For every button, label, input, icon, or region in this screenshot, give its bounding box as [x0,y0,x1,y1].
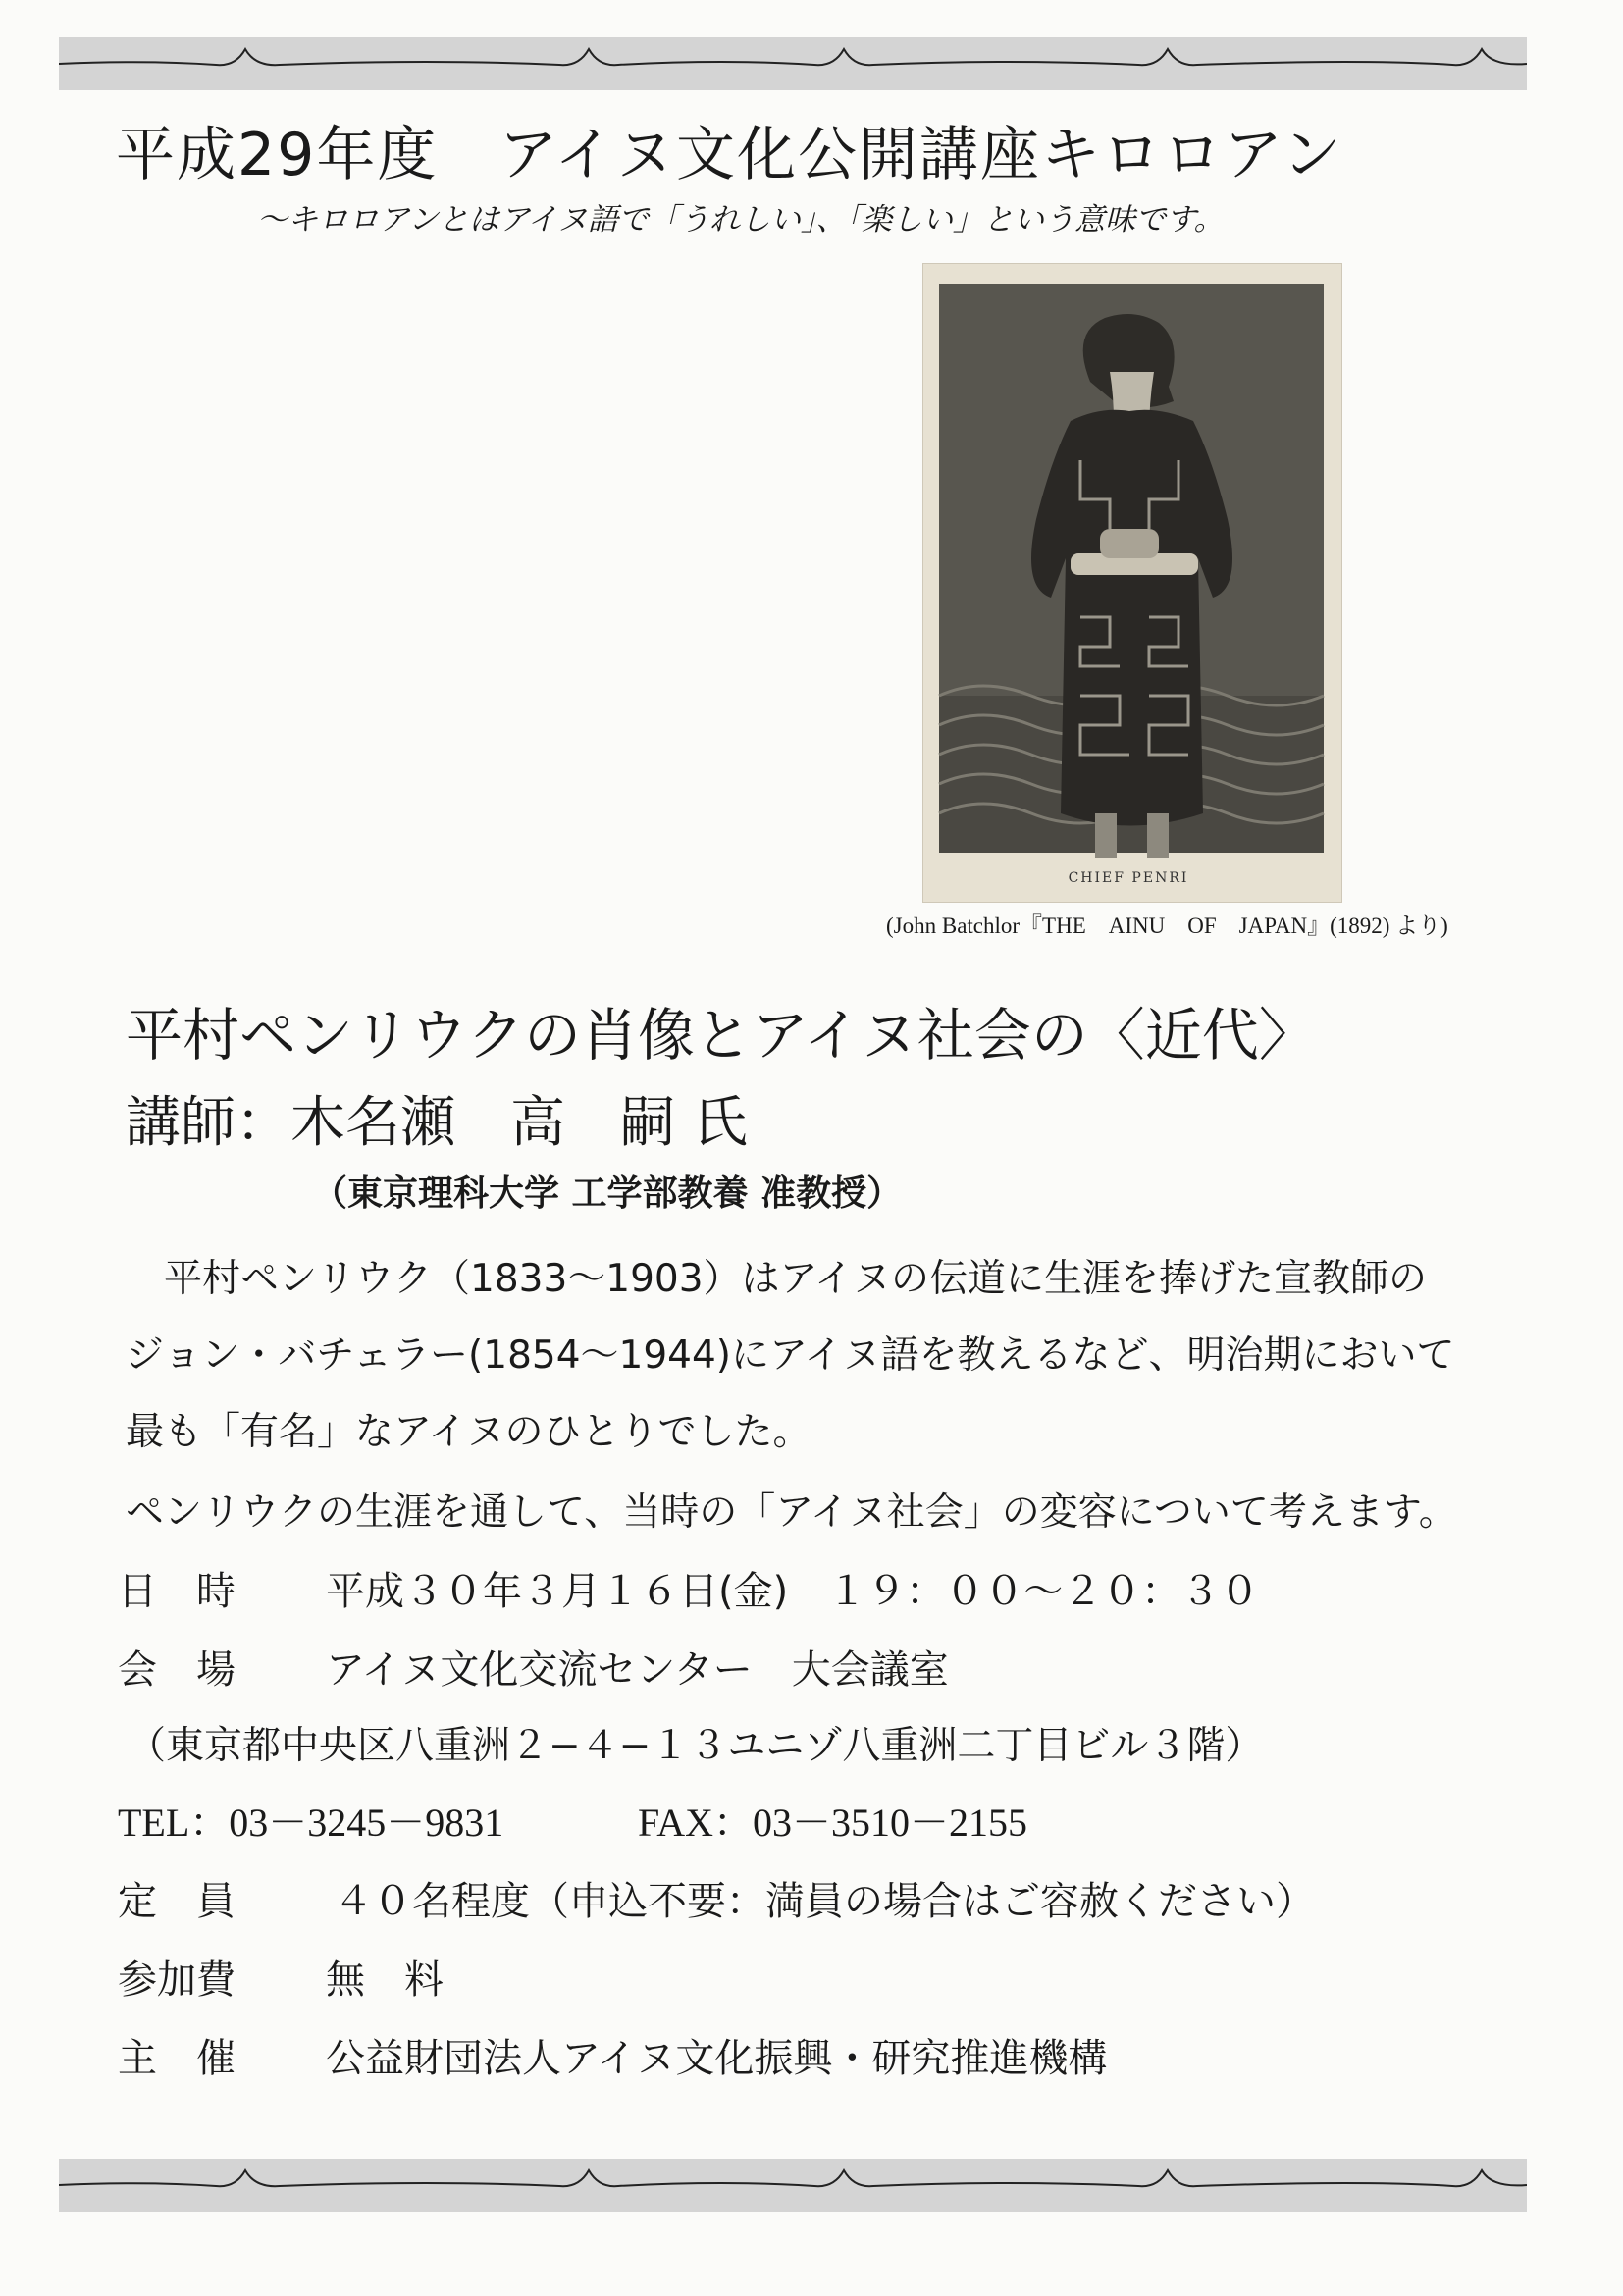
description-line: ジョン・バチェラー(1854～1944)にアイヌ語を教えるなど、明治期において [126,1333,1455,1378]
venue-value: アイヌ文化交流センター 大会議室 [326,1647,949,1693]
fax-number: FAX：03－3510－2155 [638,1800,1028,1845]
description-line: ペンリウクの生涯を通して、当時の「アイヌ社会」の変容について考えます。 [126,1490,1457,1535]
historical-photo [922,263,1342,903]
lecturer-name: 講師：木名瀬 高 嗣 氏 [126,1091,748,1155]
venue-label: 会 場 [118,1647,236,1693]
datetime-label: 日 時 [118,1569,236,1614]
fee-label: 参加費 [118,1957,236,2003]
photo-caption: CHIEF PENRI [1068,870,1189,886]
photo-source: (John Batchlor『THE AINU OF JAPAN』(1892) より) [886,913,1448,938]
event-title: 平成29年度 アイヌ文化公開講座キロロアン [116,121,1343,189]
top-decorative-band [59,37,1527,90]
bottom-decorative-band [59,2159,1527,2212]
capacity-value: ４０名程度（申込不要：満員の場合はご容赦ください） [334,1879,1315,1924]
description-line: 最も「有名」なアイヌのひとりでした。 [126,1410,812,1454]
venue-address: （東京都中央区八重洲２−４−１３ユニゾ八重洲二丁目ビル３階） [128,1724,1264,1768]
lecture-title: 平村ペンリウクの肖像とアイヌ社会の〈近代〉 [126,1002,1316,1069]
tel-number: TEL：03－3245－9831 [118,1800,504,1845]
organizer-value: 公益財団法人アイヌ文化振興・研究推進機構 [326,2036,1108,2081]
organizer-label: 主 催 [118,2036,236,2081]
lecturer-affiliation: （東京理科大学 工学部教養 准教授） [312,1174,903,1214]
fee-value: 無 料 [326,1957,444,2003]
capacity-label: 定 員 [118,1879,236,1924]
event-subtitle: ～キロロアンとはアイヌ語で「うれしい」、「楽しい」という意味です。 [257,202,1225,237]
contact-info [118,1792,1028,1848]
description-line: 平村ペンリウク（1833～1903）はアイヌの伝道に生涯を捧げた宣教師の [126,1257,1427,1301]
datetime-value: 平成３０年３月１６日(金) １９：００～２０：３０ [326,1569,1260,1614]
